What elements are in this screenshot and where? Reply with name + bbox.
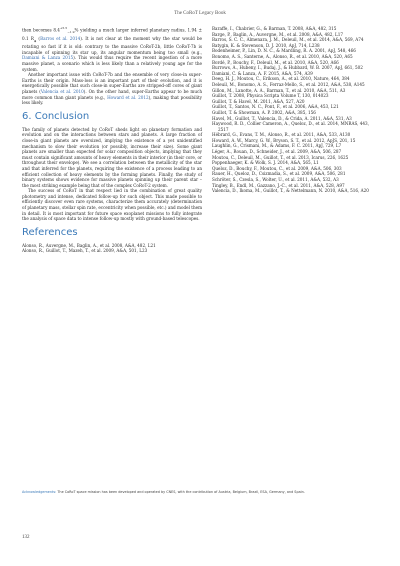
paragraph [22,188,202,222]
reference-entry: Alonso, R., Guillot, T., Mazeh, T., et al. 2009, A&A, 501, L23 [22,248,148,254]
reference-entry: Deleuil, M., Bonomo, A. S., Ferraz-Mello, S., et al. 2012, A&A, 538, A145 [212,81,365,87]
text-run: Another important issue with CoRoT-7b and the ensemble of very close-in super-Earths is their origin. Mass-loss is an important part of their evolution, and it is energetically possible that such close-in super-Earths are stripped-off cores of giant planets ( [22,72,202,94]
reference-entry: Haywood, R. D., Collier Cameron, A., Queloz, D., et al. 2014, MNRAS, 443, 2517 [212,121,370,132]
text-run: then becomes 8.4 [22,27,60,33]
conclusion-heading: 6. Conclusion [22,110,90,122]
running-head: The CoRoT Legacy Book [174,11,226,16]
reference-entry: Bonomo, A. S., Santerne, A., Alonso, R., et al. 2010, A&A, 520, A65 [212,53,353,59]
reference-entry: Batygin, K. & Stevenson, D. J. 2010, ApJ, 714, L238 [212,42,320,48]
citation-link[interactable]: Valencia et al. 2010 [40,88,84,94]
acknowledgements [22,490,382,495]
acknowledgements-label: Acknowledgements: [22,490,57,494]
reference-entry: Rauer, H., Queloz, D., Csizmadia, S., et al. 2009, A&A, 506, 281 [212,171,346,177]
reference-entry: Damiani, C. & Lanza, A. F. 2015, A&A, 574, A39 [212,70,313,76]
reference-entry: Tingley, B., Endl, M., Gazzano, J.-C., et al. 2011, A&A, 528, A97 [212,182,345,188]
citation-link[interactable]: Barros et al. 2014 [40,35,81,41]
reference-entry: Schröter, S., Czesla, S., Wolter, U., et al. 2011, A&A, 532, A3 [212,177,339,183]
paragraph [22,26,202,72]
reference-entry: Baraffe, I., Chabrier, G., & Barman, T. 2008, A&A, 482, 315 [212,26,337,31]
paragraph [22,127,202,189]
reference-entry: Barros, S. C. C., Almenara, J. M., Deleuil, M., et al. 2014, A&A, 569, A74 [212,37,364,43]
conclusion-section [22,127,202,222]
reference-entry: Laughlin, G., Crismani, M., & Adams, F. C. 2011, ApJ, 729, L7 [212,143,342,149]
text-run: ). This would thus require the recent ingestion of a more massive planet, a scenario which is less likely than a relatively young age for the system. [22,55,202,72]
reference-entry: Barge, P., Baglin, A., Auvergne, M., et al. 2008, A&A, 482, L17 [212,31,344,37]
text-run: ), making that possibility less likely. [22,94,202,106]
text-run: The family of planets detected by CoRoT sheds light on planetary formation and evolution and on the interactions between stars and planets. A large fraction of close-in giant planets are oversized, implying the existence of a yet unidentified mechanism to slow their evolution (or possibly, increase their size). Some giant planets are smaller than expected for solar composition objects, implying that they must contain significant amounts of heavy elements in their interior (in their core, or throughout their envelope). We see a correlation between the metallicity of the star and that inferred for the planets, requiring the existence of a process leading to an efficient collection of heavy elements by the forming planets. Finally, the study of binary systems shows evidence for massive planets spinning up their parent star – the most striking example being that of the complex CoRoT-2 system. [22,126,202,188]
left-column [22,26,202,254]
references-list-left [22,243,202,254]
math-script: −1.9 [67,30,75,35]
reference-entry: Léger, A., Rouan, D., Schneider, J., et al. 2009, A&A, 506, 287 [212,149,342,155]
reference-entry: Guillot, T., Santos, N. C., Pont, F., et al. 2006, A&A, 453, L21 [212,104,339,110]
citation-link[interactable]: Damiani & Lanza 2015 [22,55,74,61]
reference-entry: Queloz, D., Bouchy, F., Moutou, C., et al. 2009, A&A, 506, 303 [212,165,342,171]
math-script: ⊕ [33,38,37,43]
reference-entry: Guillot, T. & Havel, M. 2011, A&A, 527, A20 [212,98,305,104]
reference-entry: Poppenhaeger, K. & Wolk, S. J. 2014, A&A, 565, L1 [212,160,319,166]
paragraph [22,72,202,106]
acknowledgements-text: The CoRoT space mission has been developed and operated by CNES, with the contribution of Austria, Belgium, Brazil, ESA, Germany, and Spain. [56,490,305,494]
reference-entry: Guillot, T. 2008, Physica Scripta Volume T, 130, 014023 [212,93,329,99]
references-list-right [212,26,380,194]
reference-entry: Havel, M., Guillot, T., Valencia, D., & Crida, A. 2011, A&A, 531, A3 [212,115,352,121]
page-number: 132 [22,535,30,540]
reference-entry: Bodenheimer, P., Lin, D. N. C., & Mardling, R. A. 2001, ApJ, 548, 466 [212,48,356,54]
references-heading: References [22,226,78,238]
reference-entry: Valencia, D., Ikoma, M., Guillot, T., & Nettelmann, N. 2010, A&A, 516, A20 [212,188,369,194]
intro-section [22,26,202,106]
reference-entry: Hébrard, G., Evans, T. M., Alonso, R., et al. 2011, A&A, 533, A130 [212,132,351,138]
text-run: ). It is not clear at the moment why the star would be rotating so fast if it is old: contrary to the massive CoRoT-2b, little CoRoT-7b is incapable of spinning its star up, its angular momentum being too small (e.g., [22,35,202,55]
reference-entry: Gillon, M., Lanotte, A. A., Barman, T., et al. 2010, A&A, 511, A3 [212,87,346,93]
reference-entry: Bordé, P., Bouchy, F., Deleuil, M., et al. 2010, A&A, 520, A66 [212,59,339,65]
reference-entry: Howard, A. W., Marcy, G. W., Bryson, S. T., et al. 2012, ApJS, 201, 15 [212,137,356,143]
reference-entry: Guillot, T. & Showman, A. P. 2002, A&A, 385, 156 [212,109,316,115]
text-run: % yielding a much larger inferred planetary radius, 1.94 ± 0.1 R [22,27,202,41]
citation-link[interactable]: Howard et al. 2012 [107,94,149,100]
reference-entry: Moutou, C., Deleuil, M., Guillot, T., et al. 2013, Icarus, 226, 1625 [212,154,349,160]
text-run: ). On the other hand, super-Earths appear to be much more common than giant planets (e.g., [22,88,202,100]
math-script: +5.5 [59,26,68,30]
text-run: ( [36,35,41,41]
reference-entry: Deeg, H. J., Moutou, C., Erikson, A., et al. 2010, Nature, 464, 384 [212,76,350,82]
text-run: The success of CoRoT in that respect lied in the combination of great quality photometry and intense, dedicated follow-up for such object. This made possible to efficiently discover even rare systems, characterize them accurately (determination of planetary mass, stellar spin rate, eccentricity when possible, etc.) and model them in detail. It is most important for future space exoplanet missions to fully integrate the analysis of space data to intense follow-up mostly with ground-based telescopes. [22,188,202,222]
right-column [212,26,380,194]
reference-entry: Burrows, A., Hubeny, I., Budaj, J., & Hubbard, W. B. 2007, ApJ, 661, 502 [212,65,363,71]
reference-entry: Alonso, R., Auvergne, M., Baglin, A., et al. 2008, A&A, 482, L21 [22,242,156,248]
